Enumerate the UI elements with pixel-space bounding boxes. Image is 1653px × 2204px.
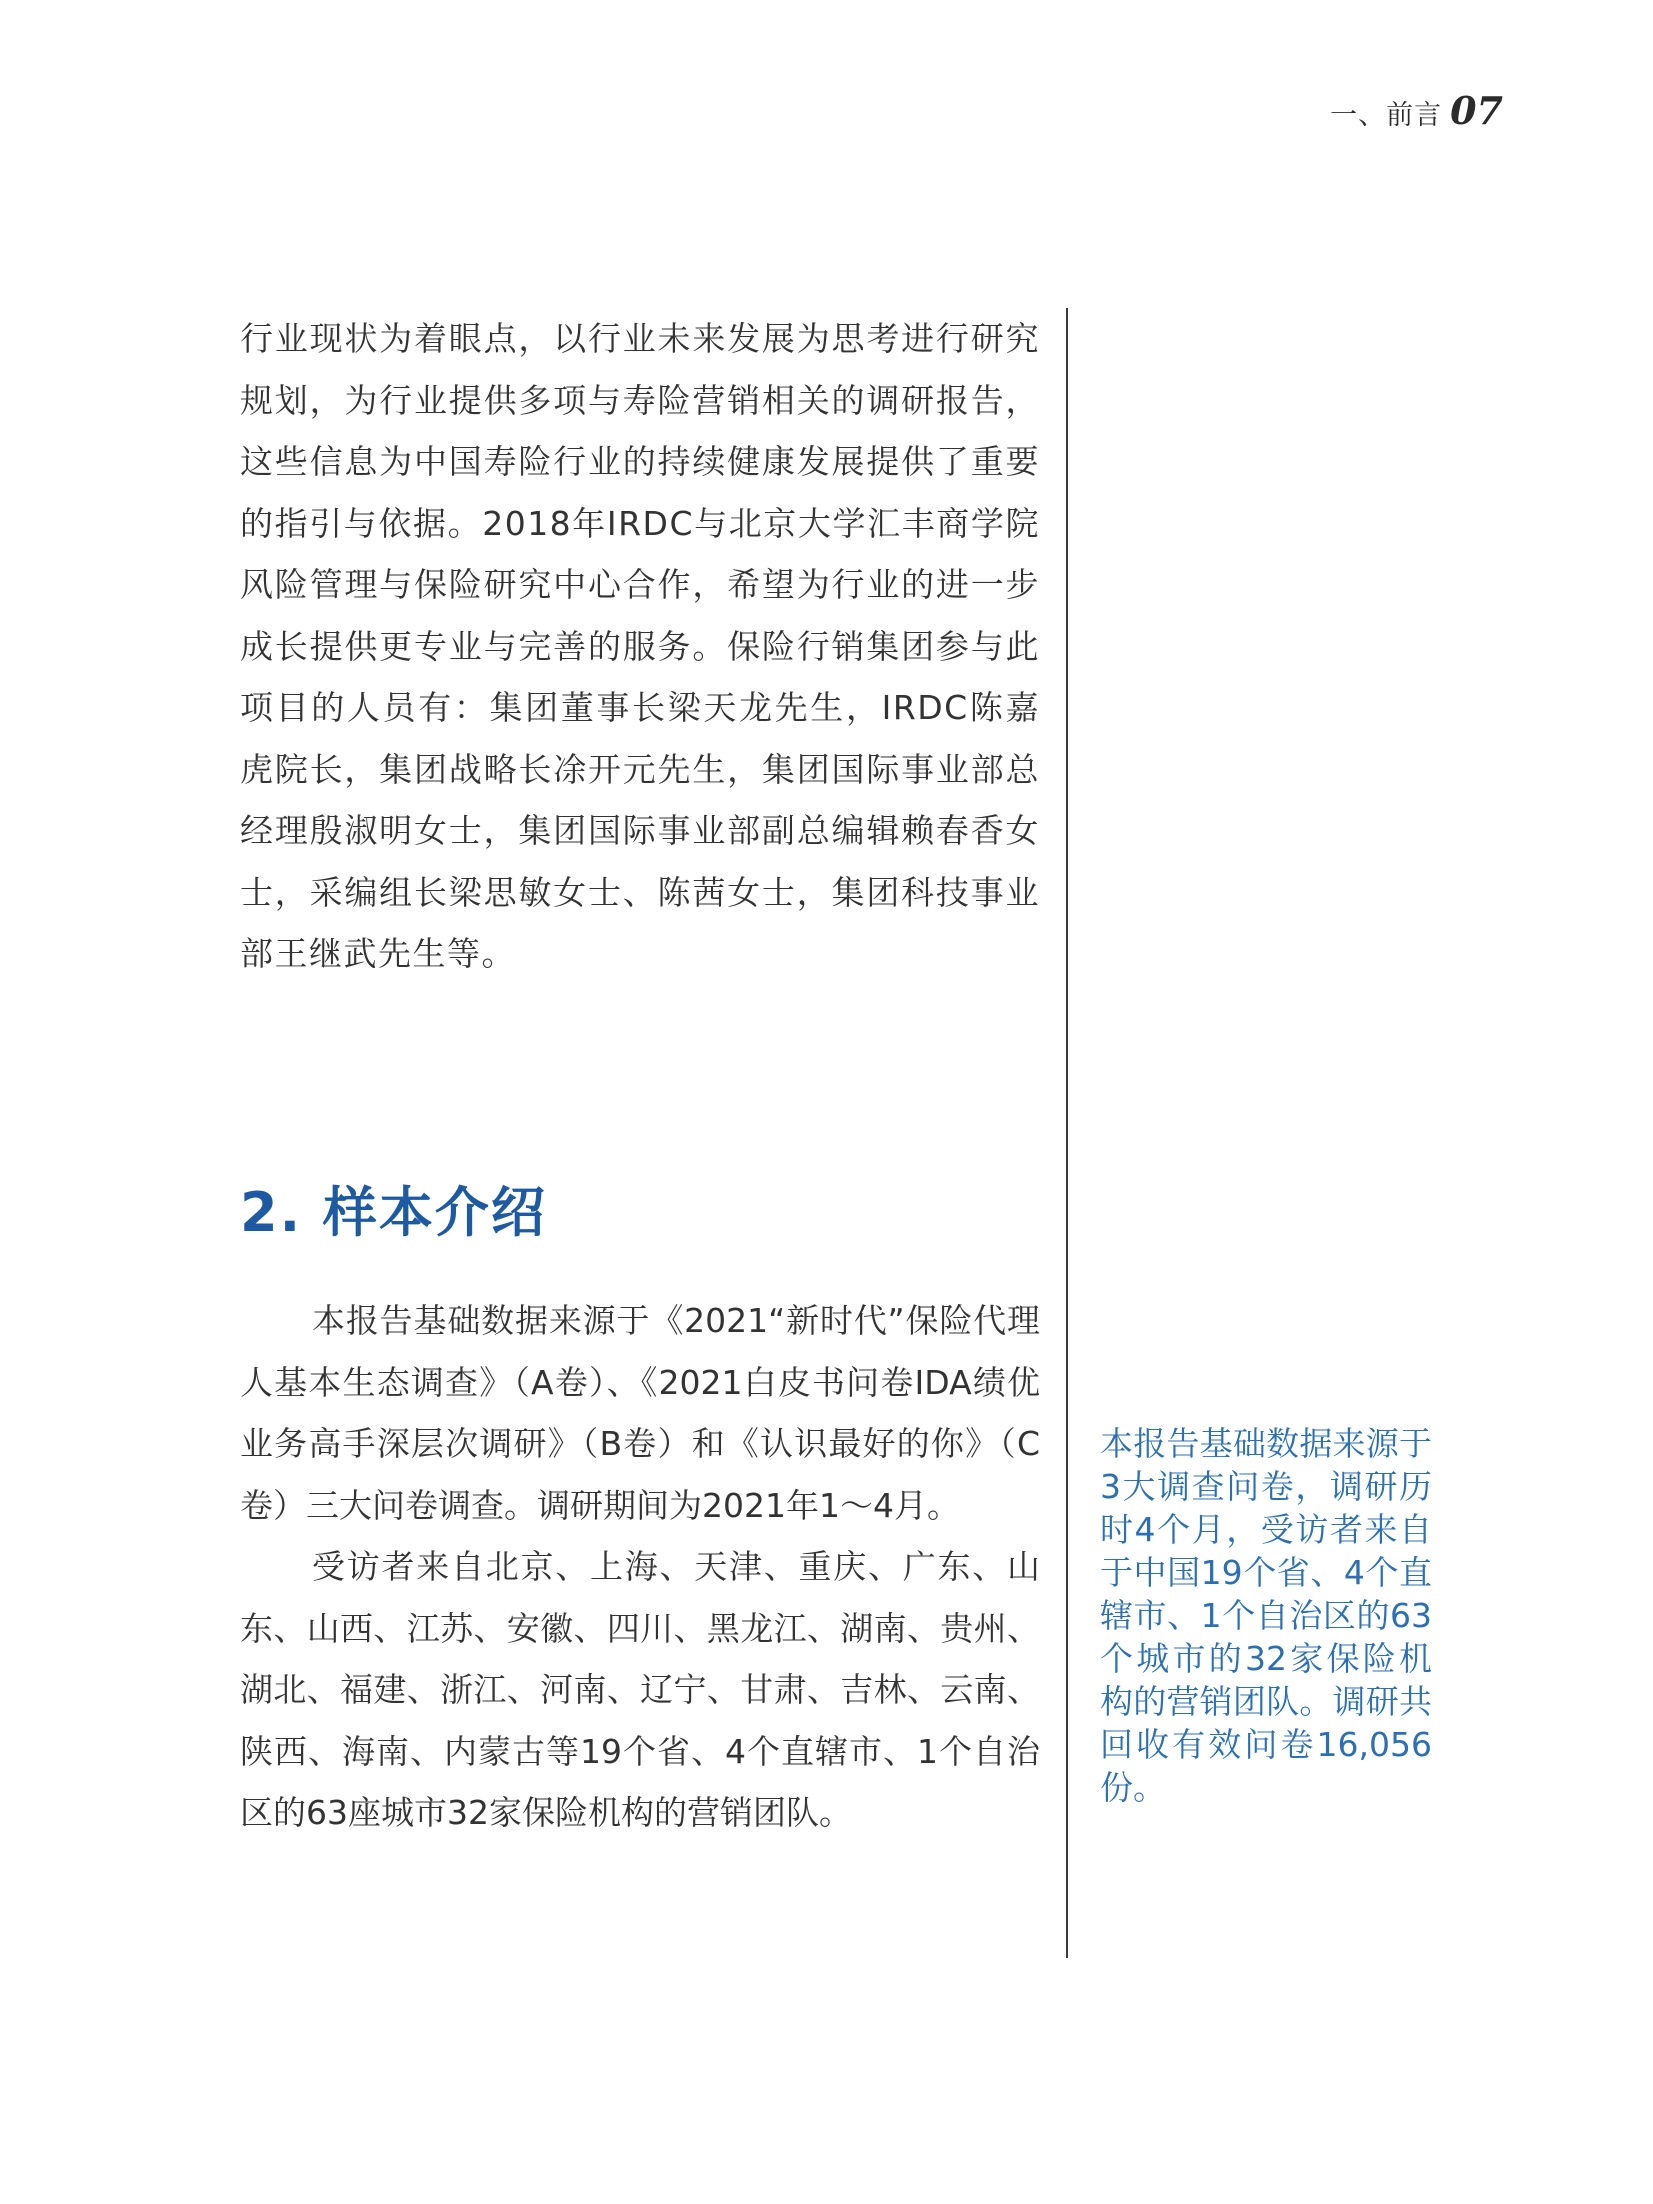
chapter-title: 一、前言 bbox=[1330, 100, 1443, 131]
intro-column bbox=[240, 308, 1040, 985]
sample-intro-column bbox=[240, 1290, 1040, 1844]
sample-paragraph-1: 本报告基础数据来源于《2021“新时代”保险代理人基本生态调查》（A卷）、《2021白皮书问卷IDA绩优业务高手深层次调研》（B卷）和《认识最好的你》（C卷）三大问卷调查。调研期间为2021年1～4月。 bbox=[240, 1301, 1040, 1525]
section-heading: 2. 样本介绍 bbox=[240, 1181, 547, 1244]
sample-paragraph-2: 受访者来自北京、上海、天津、重庆、广东、山东、山西、江苏、安徽、四川、黑龙江、湖南、贵州、湖北、福建、浙江、河南、辽宁、甘肃、吉林、云南、陕西、海南、内蒙古等19个省、4个直辖市、1个自治区的63座城市32家保险机构的营销团队。 bbox=[240, 1547, 1040, 1832]
column-divider bbox=[1066, 308, 1068, 1958]
page-number: 07 bbox=[1450, 88, 1503, 133]
intro-paragraph: 行业现状为着眼点，以行业未来发展为思考进行研究规划，为行业提供多项与寿险营销相关的调研报告，这些信息为中国寿险行业的持续健康发展提供了重要的指引与依据。2018年IRDC与北京大学汇丰商学院风险管理与保险研究中心合作，希望为行业的进一步成长提供更专业与完善的服务。保险行销集团参与此项目的人员有：集团董事长梁天龙先生，IRDC陈嘉虎院长，集团战略长凃开元先生，集团国际事业部总经理殷淑明女士，集团国际事业部副总编辑赖春香女士，采编组长梁思敏女士、陈茜女士，集团科技事业部王继武先生等。 bbox=[240, 319, 1040, 973]
page-header bbox=[1330, 88, 1503, 133]
sidenote: 本报告基础数据来源于3大调查问卷，调研历时4个月，受访者来自于中国19个省、4个直辖市、1个自治区的63个城市的32家保险机构的营销团队。调研共回收有效问卷16,056份。 bbox=[1100, 1424, 1432, 1807]
